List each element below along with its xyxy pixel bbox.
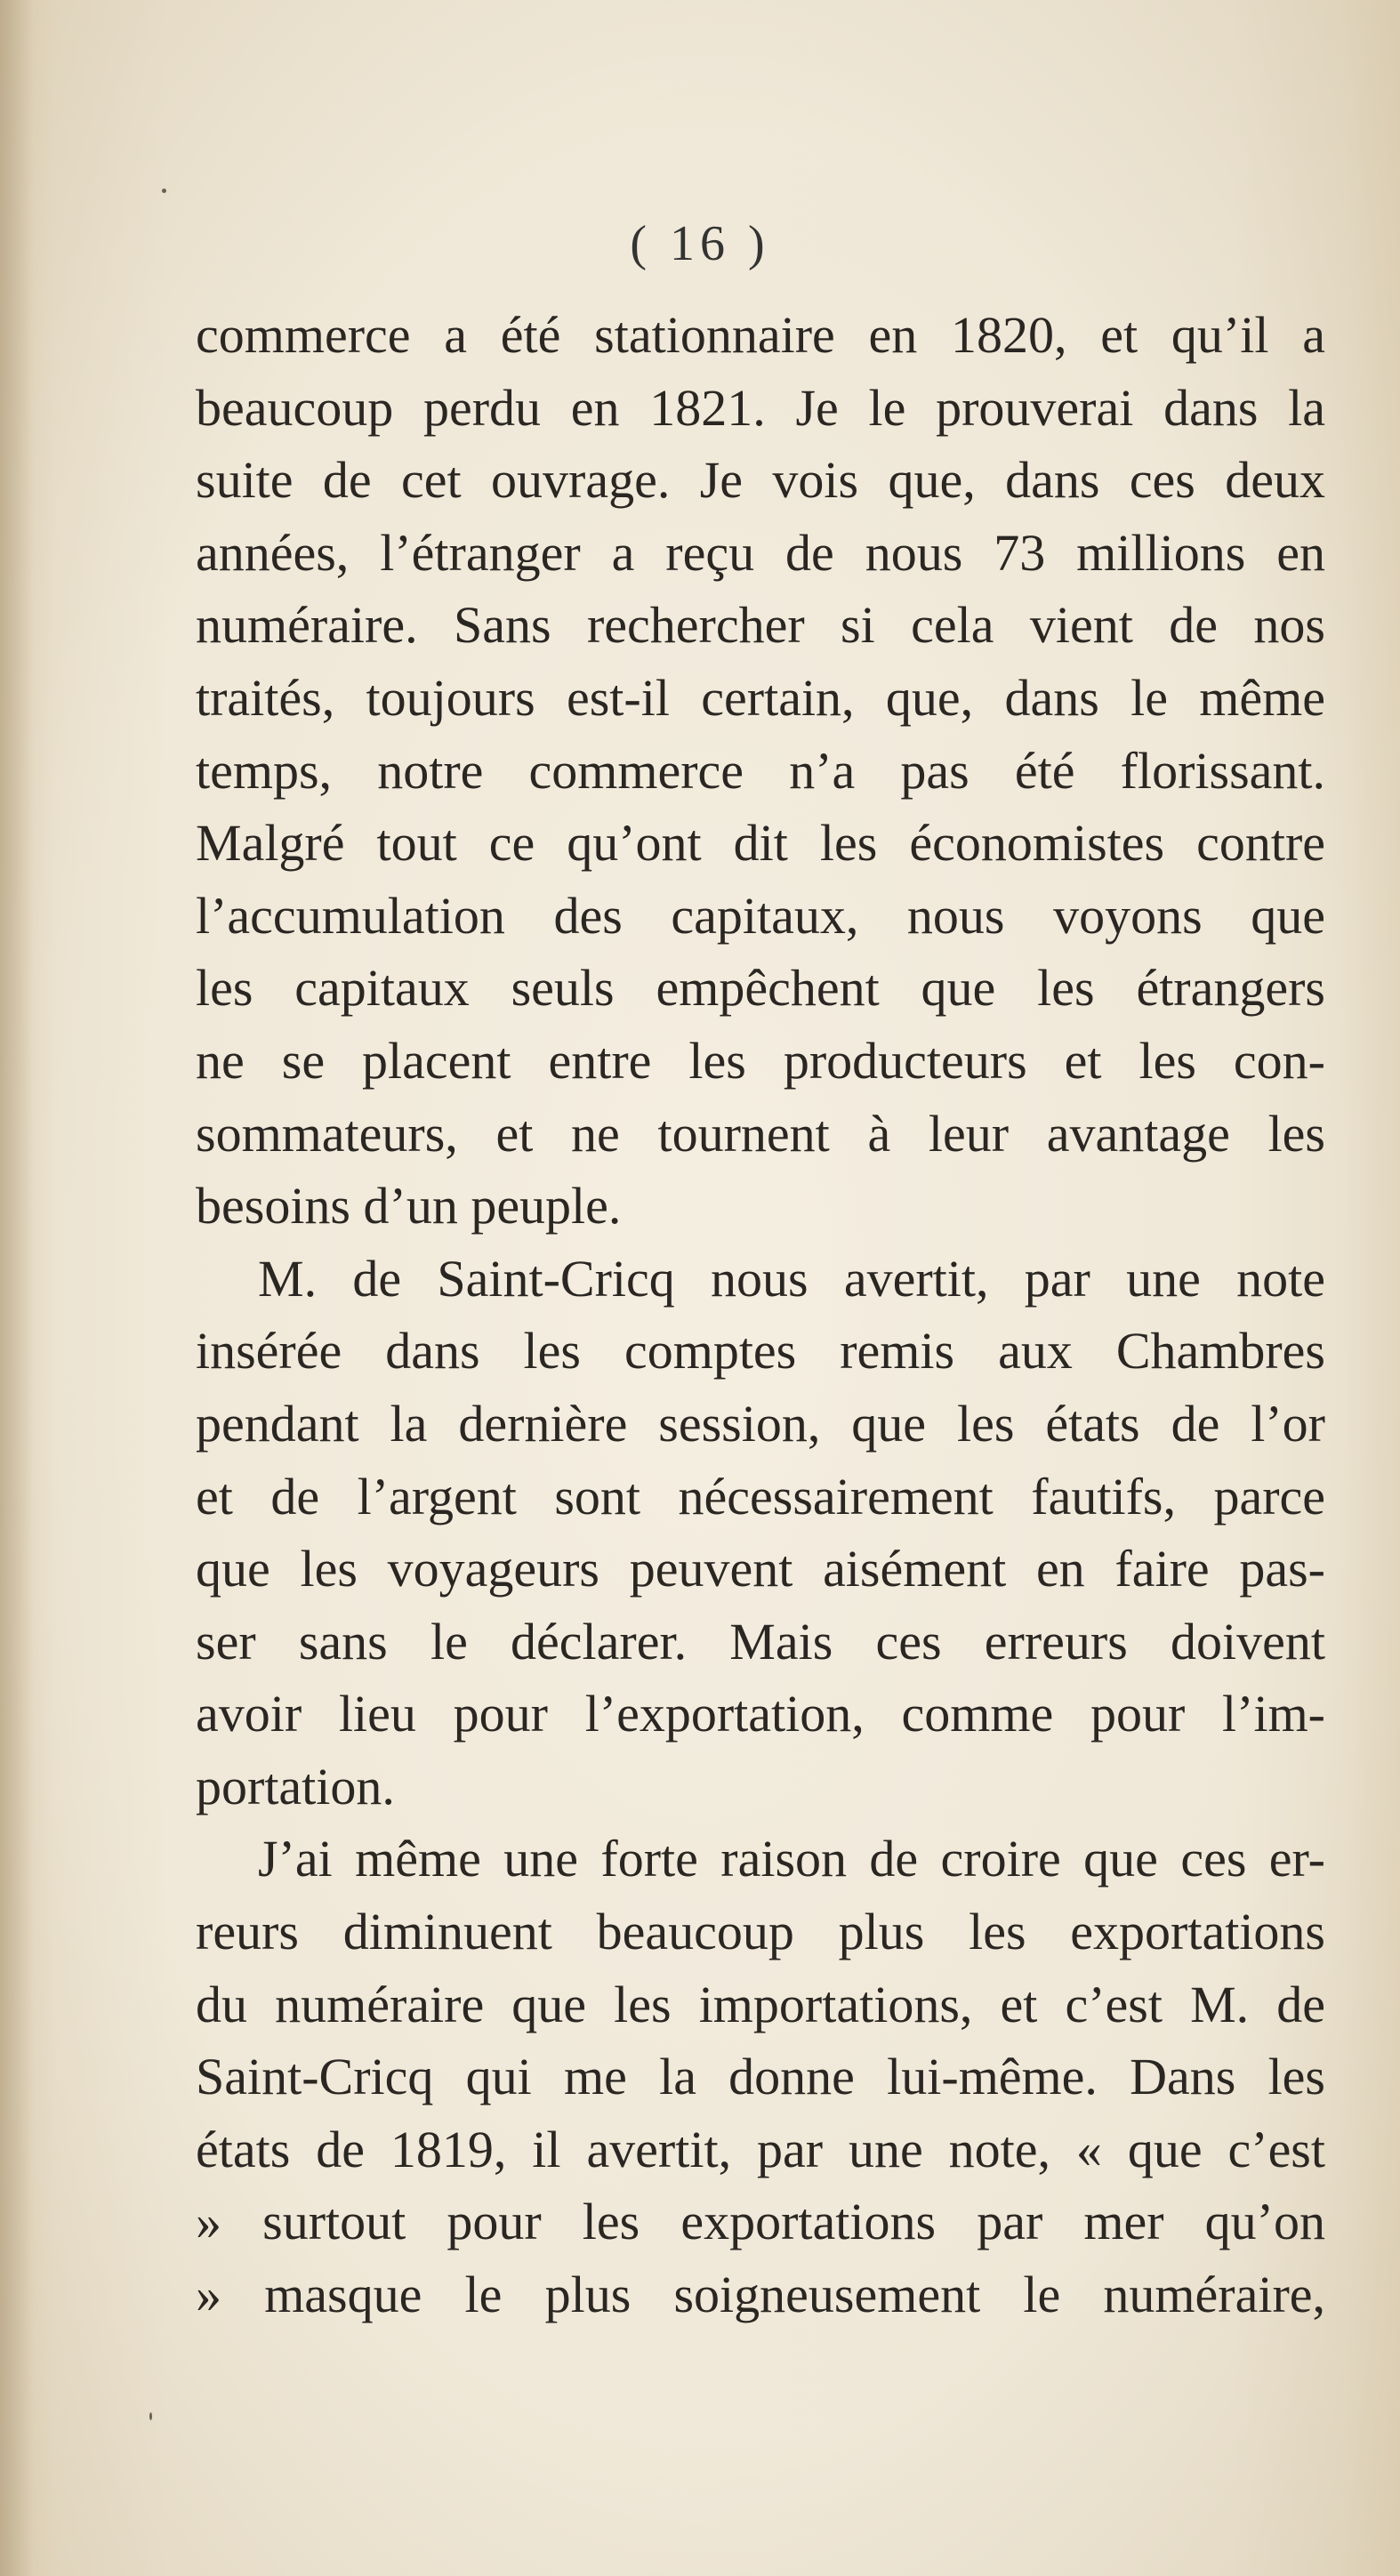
text-line: » masque le plus soigneusement le numéraire, <box>196 2266 1325 2324</box>
page-number: ( 16 ) <box>630 216 770 271</box>
text-line: Malgré tout ce qu’ont dit les économistes contre <box>196 814 1325 873</box>
text-line: pendant la dernière session, que les états de l’or <box>196 1394 1325 1453</box>
text-line: suite de cet ouvrage. Je vois que, dans ces deux <box>196 451 1325 510</box>
body-text <box>196 299 1325 2331</box>
text-line: Saint-Cricq qui me la donne lui-même. Dans les <box>196 2048 1325 2106</box>
text-line: états de 1819, il avertit, par une note, « que c’est <box>196 2120 1325 2178</box>
text-line: du numéraire que les importations, et c’est M. de <box>196 1975 1325 2033</box>
text-line: commerce a été stationnaire en 1820, et qu’il a <box>196 306 1325 364</box>
paper-speck <box>162 189 166 193</box>
text-line: portation. <box>196 1757 395 1815</box>
text-line: reurs diminuent beaucoup plus les exportations <box>196 1903 1325 1961</box>
text-line: avoir lieu pour l’exportation, comme pour l’im- <box>196 1685 1325 1743</box>
text-line: et de l’argent sont nécessairement fautifs, parce <box>196 1467 1325 1525</box>
text-line: les capitaux seuls empêchent que les étrangers <box>196 959 1325 1018</box>
text-line: sommateurs, et ne tournent à leur avantage les <box>196 1104 1325 1163</box>
text-line: ne se placent entre les producteurs et les con- <box>196 1031 1325 1090</box>
page-edge-shadow <box>0 0 34 2576</box>
text-line: J’ai même une forte raison de croire que ces er- <box>258 1830 1325 1888</box>
text-line: insérée dans les comptes remis aux Chambres <box>196 1322 1325 1381</box>
text-line: traités, toujours est-il certain, que, dans le même <box>196 668 1325 727</box>
text-line: temps, notre commerce n’a pas été florissant. <box>196 741 1325 800</box>
text-line: besoins d’un peuple. <box>196 1177 622 1236</box>
text-line: années, l’étranger a reçu de nous 73 millions en <box>196 523 1325 582</box>
paper-speck <box>149 2412 152 2420</box>
text-line: » surtout pour les exportations par mer qu’on <box>196 2193 1325 2251</box>
text-line: numéraire. Sans rechercher si cela vient de nos <box>196 596 1325 655</box>
text-line: beaucoup perdu en 1821. Je le prouverai dans la <box>196 378 1325 437</box>
text-line: l’accumulation des capitaux, nous voyons que <box>196 886 1325 945</box>
text-line: que les voyageurs peuvent aisément en faire pas- <box>196 1540 1325 1598</box>
text-line: ser sans le déclarer. Mais ces erreurs doivent <box>196 1612 1325 1670</box>
text-line: M. de Saint-Cricq nous avertit, par une note <box>258 1249 1325 1308</box>
